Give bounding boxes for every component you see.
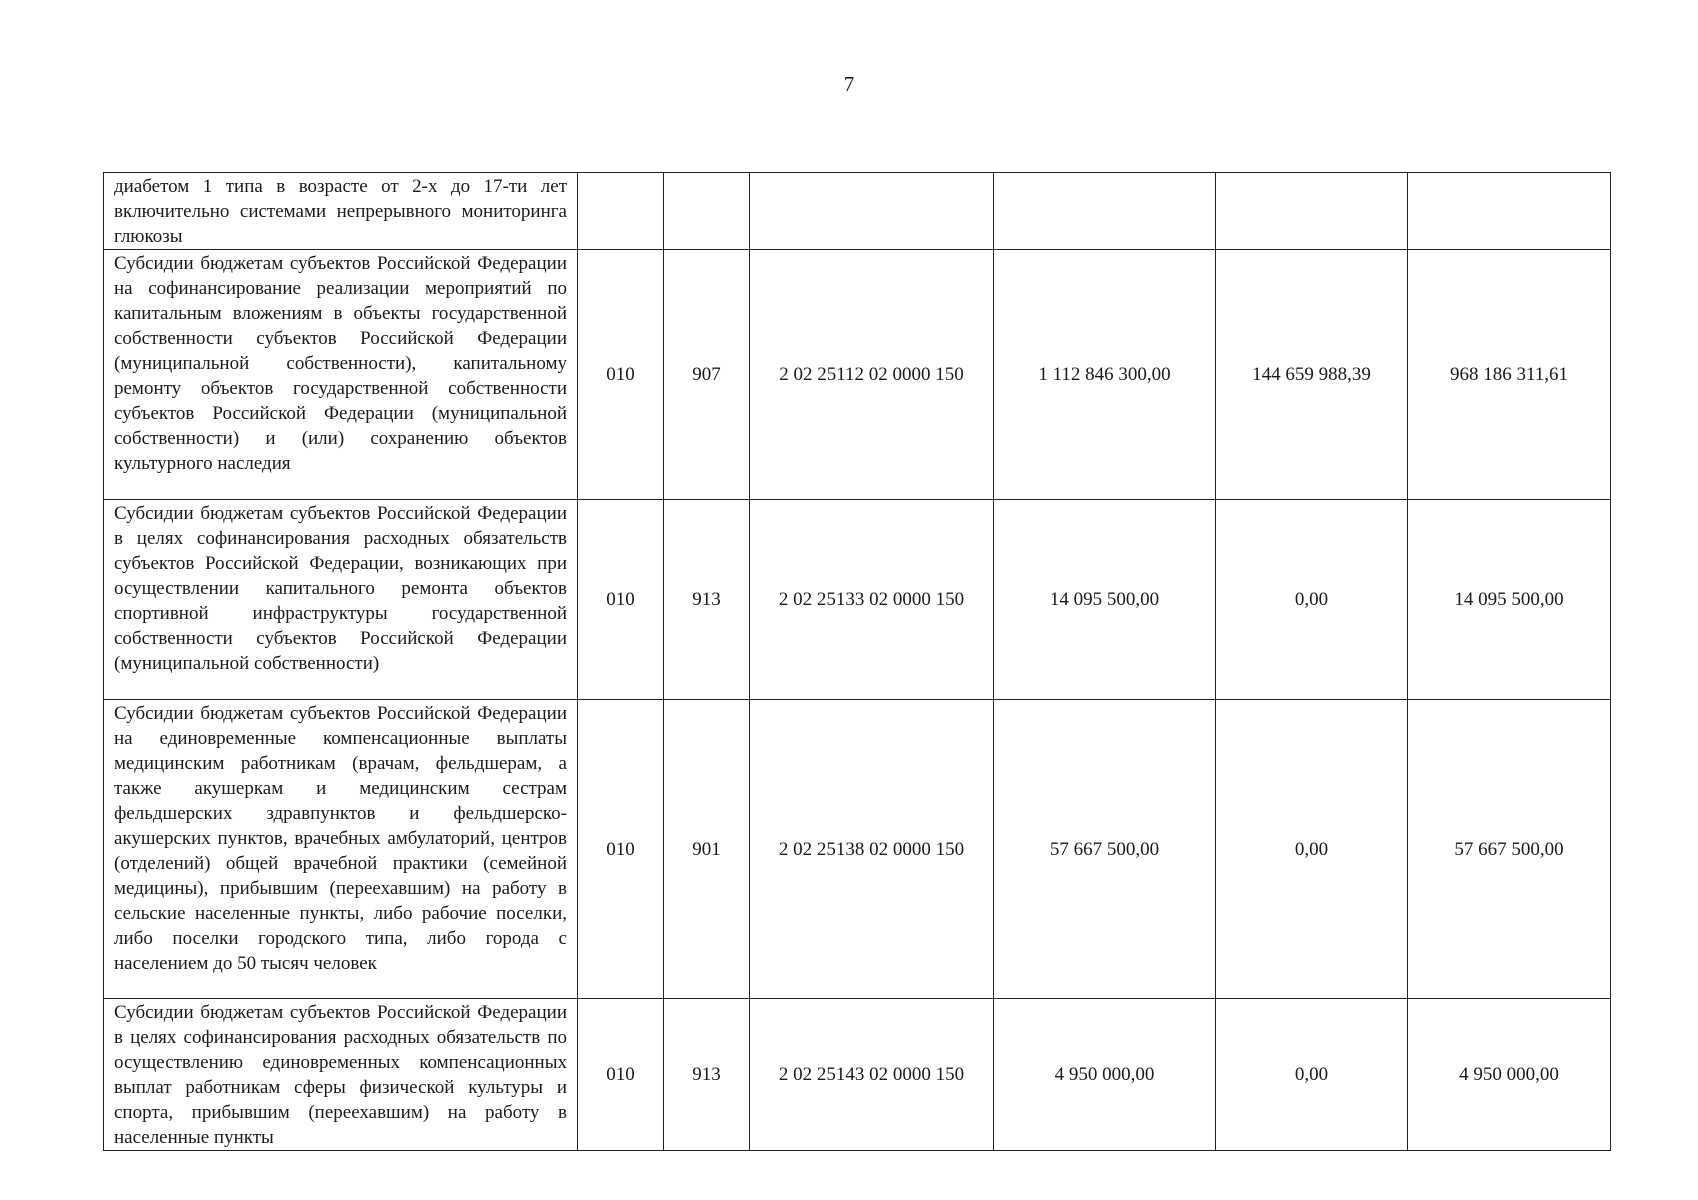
row-amount-2: 0,00 [1216, 700, 1408, 999]
row-code: 2 02 25143 02 0000 150 [750, 999, 994, 1151]
row-amount-1: 4 950 000,00 [994, 999, 1216, 1151]
table-row [104, 250, 1611, 500]
row-amount-3: 4 950 000,00 [1408, 999, 1611, 1151]
row-description: Субсидии бюджетам субъектов Российской Федерации в целях софинансирования расходных обязательств по осуществлению единовременных компенсационных выплат работникам сферы физической культуры и спорта, прибывшим (переехавшим) на работу в населенные пункты [104, 999, 578, 1151]
table-row [104, 999, 1611, 1151]
row-amount-1: 57 667 500,00 [994, 700, 1216, 999]
row-description: Субсидии бюджетам субъектов Российской Федерации в целях софинансирования расходных обязательств субъектов Российской Федерации, возникающих при осуществлении капитального ремонта объектов спортивной инфраструктуры государственной собственности субъектов Российской Федерации (муниципальной собственности) [104, 500, 578, 700]
row-amount-1: 14 095 500,00 [994, 500, 1216, 700]
row-amount-1: 1 112 846 300,00 [994, 250, 1216, 500]
table-row [104, 500, 1611, 700]
row-amount-3: 57 667 500,00 [1408, 700, 1611, 999]
row-amount-2: 0,00 [1216, 500, 1408, 700]
row-code: 2 02 25112 02 0000 150 [750, 250, 994, 500]
row-col-a [578, 173, 664, 250]
row-description: Субсидии бюджетам субъектов Российской Федерации на единовременные компенсационные выплаты медицинским работникам (врачам, фельдшерам, а также акушеркам и медицинским сестрам фельдшерских здравпунктов и фельдшерско-акушерских пунктов, врачебных амбулаторий, центров (отделений) общей врачебной практики (семейной медицины), прибывшим (переехавшим) на работу в сельские населенные пункты, либо рабочие поселки, либо поселки городского типа, либо города с населением до 50 тысяч человек [104, 700, 578, 999]
row-col-b: 907 [664, 250, 750, 500]
budget-table [103, 172, 1611, 1151]
row-code: 2 02 25133 02 0000 150 [750, 500, 994, 700]
row-col-b: 913 [664, 500, 750, 700]
row-code [750, 173, 994, 250]
page-number: 7 [843, 72, 855, 96]
row-col-a: 010 [578, 250, 664, 500]
row-amount-3: 968 186 311,61 [1408, 250, 1611, 500]
row-amount-2 [1216, 173, 1408, 250]
row-col-b: 913 [664, 999, 750, 1151]
row-amount-3: 14 095 500,00 [1408, 500, 1611, 700]
row-amount-3 [1408, 173, 1611, 250]
table-row [104, 700, 1611, 999]
row-description: диабетом 1 типа в возрасте от 2-х до 17-ти лет включительно системами непрерывного мониторинга глюкозы [104, 173, 578, 250]
row-col-a: 010 [578, 500, 664, 700]
row-col-b [664, 173, 750, 250]
row-code: 2 02 25138 02 0000 150 [750, 700, 994, 999]
row-col-b: 901 [664, 700, 750, 999]
row-amount-2: 144 659 988,39 [1216, 250, 1408, 500]
table-row [104, 173, 1611, 250]
row-col-a: 010 [578, 700, 664, 999]
row-amount-1 [994, 173, 1216, 250]
row-description: Субсидии бюджетам субъектов Российской Федерации на софинансирование реализации мероприятий по капитальным вложениям в объекты государственной собственности субъектов Российской Федерации (муниципальной собственности), капитальному ремонту объектов государственной собственности субъектов Российской Федерации (муниципальной собственности) и (или) сохранению объектов культурного наследия [104, 250, 578, 500]
row-col-a: 010 [578, 999, 664, 1151]
row-amount-2: 0,00 [1216, 999, 1408, 1151]
